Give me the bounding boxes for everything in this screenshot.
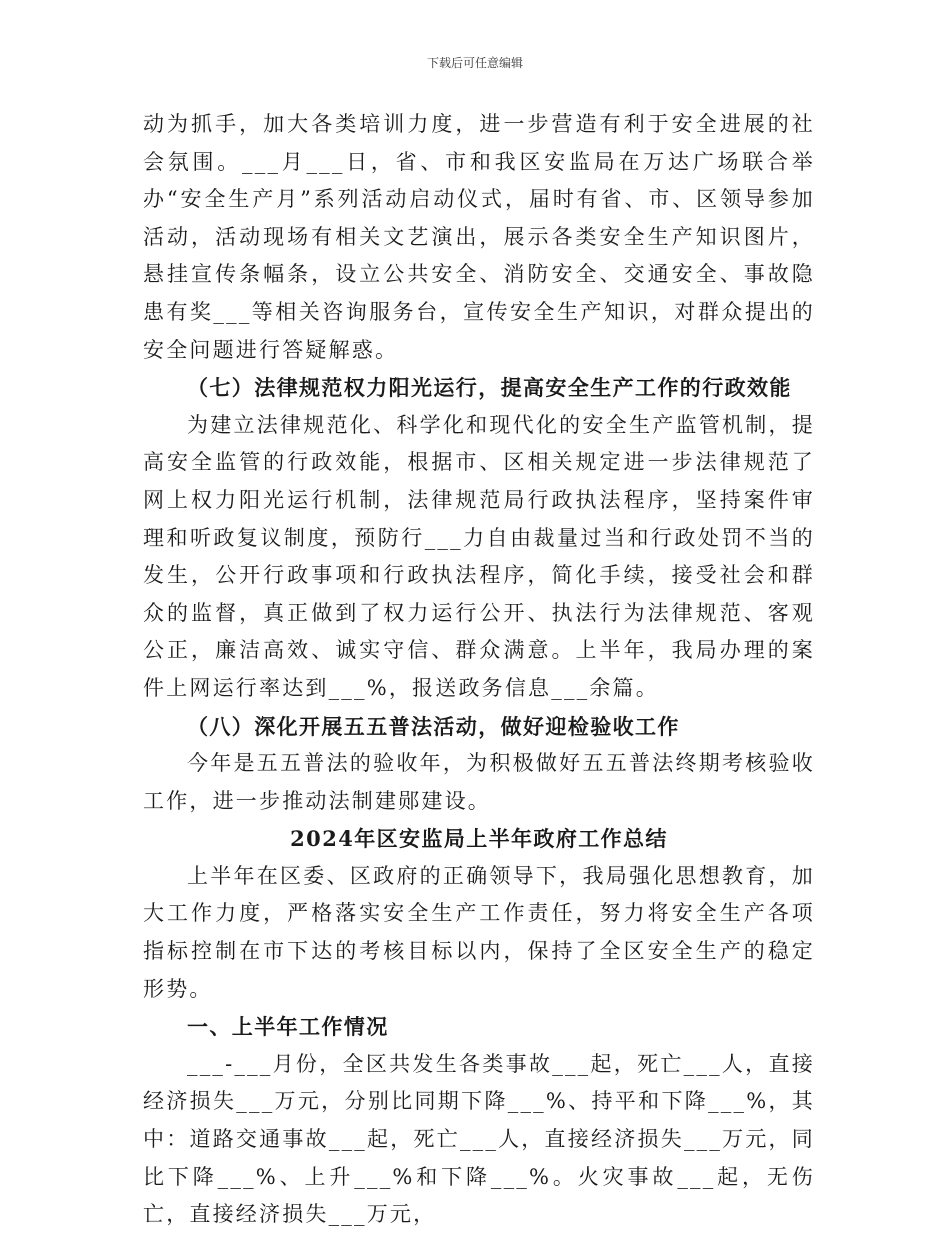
paragraph-legal-education: 今年是五五普法的验收年，为积极做好五五普法终期考核验收工作，进一步推动法制建郧建设。 (143, 751, 815, 813)
page-header: 下载后可任意编辑 (426, 56, 523, 70)
paragraph-accident-stats: ___-___月份，全区共发生各类事故___起，死亡___人，直接经济损失___万元，分别比同期下降___%、持平和下降___%，其中：道路交通事故___起，死亡___人，直接经济损失___万元，同比下降___%、上升___%和下降___%。火灾事故___起，无伤亡，直接经济损失___万元， (143, 1051, 815, 1227)
section-heading-1: 一、上半年工作情况 (187, 1014, 389, 1040)
paragraph-activities: 动为抓手，加大各类培训力度，进一步营造有利于安全进展的社会氛围。___月___日，省、市和我区安监局在万达广场联合举办“安全生产月”系列活动启动仪式，届时有省、市、区领导参加活动，活动现场有相关文艺演出，展示各类安全生产知识图片，悬挂宣传条幅条，设立公共安全、消防安全、交通安全、事故隐患有奖___等相关咨询服务台，宣传安全生产知识，对群众提出的安全问题进行答疑解惑。 (143, 112, 815, 362)
section-heading-7: （七）法律规范权力阳光运行，提高安全生产工作的行政效能 (187, 375, 792, 401)
paragraph-law-enforcement: 为建立法律规范化、科学化和现代化的安全生产监管机制，提高安全监管的行政效能，根据市、区相关规定进一步法律规范了网上权力阳光运行机制，法律规范局行政执法程序，坚持案件审理和听政复议制度，预防行___力自由裁量过当和行政处罚不当的发生，公开行政事项和行政执法程序，简化手续，接受社会和群众的监督，真正做到了权力运行公开、执法行为法律规范、客观公正，廉洁高效、诚实守信、群众满意。上半年，我局办理的案件上网运行率达到___%，报送政务信息___余篇。 (143, 412, 815, 700)
section-heading-8: （八）深化开展五五普法活动，做好迎检验收工作 (187, 713, 680, 739)
paragraph-summary-intro: 上半年在区委、区政府的正确领导下，我局强化思想教育，加大工作力度，严格落实安全生产工作责任，努力将安全生产各项指标控制在市下达的考核目标以内，保持了全区安全生产的稳定形势。 (143, 863, 815, 1001)
document-body (143, 106, 815, 1234)
document-title: 2024年区安监局上半年政府工作总结 (290, 826, 668, 852)
